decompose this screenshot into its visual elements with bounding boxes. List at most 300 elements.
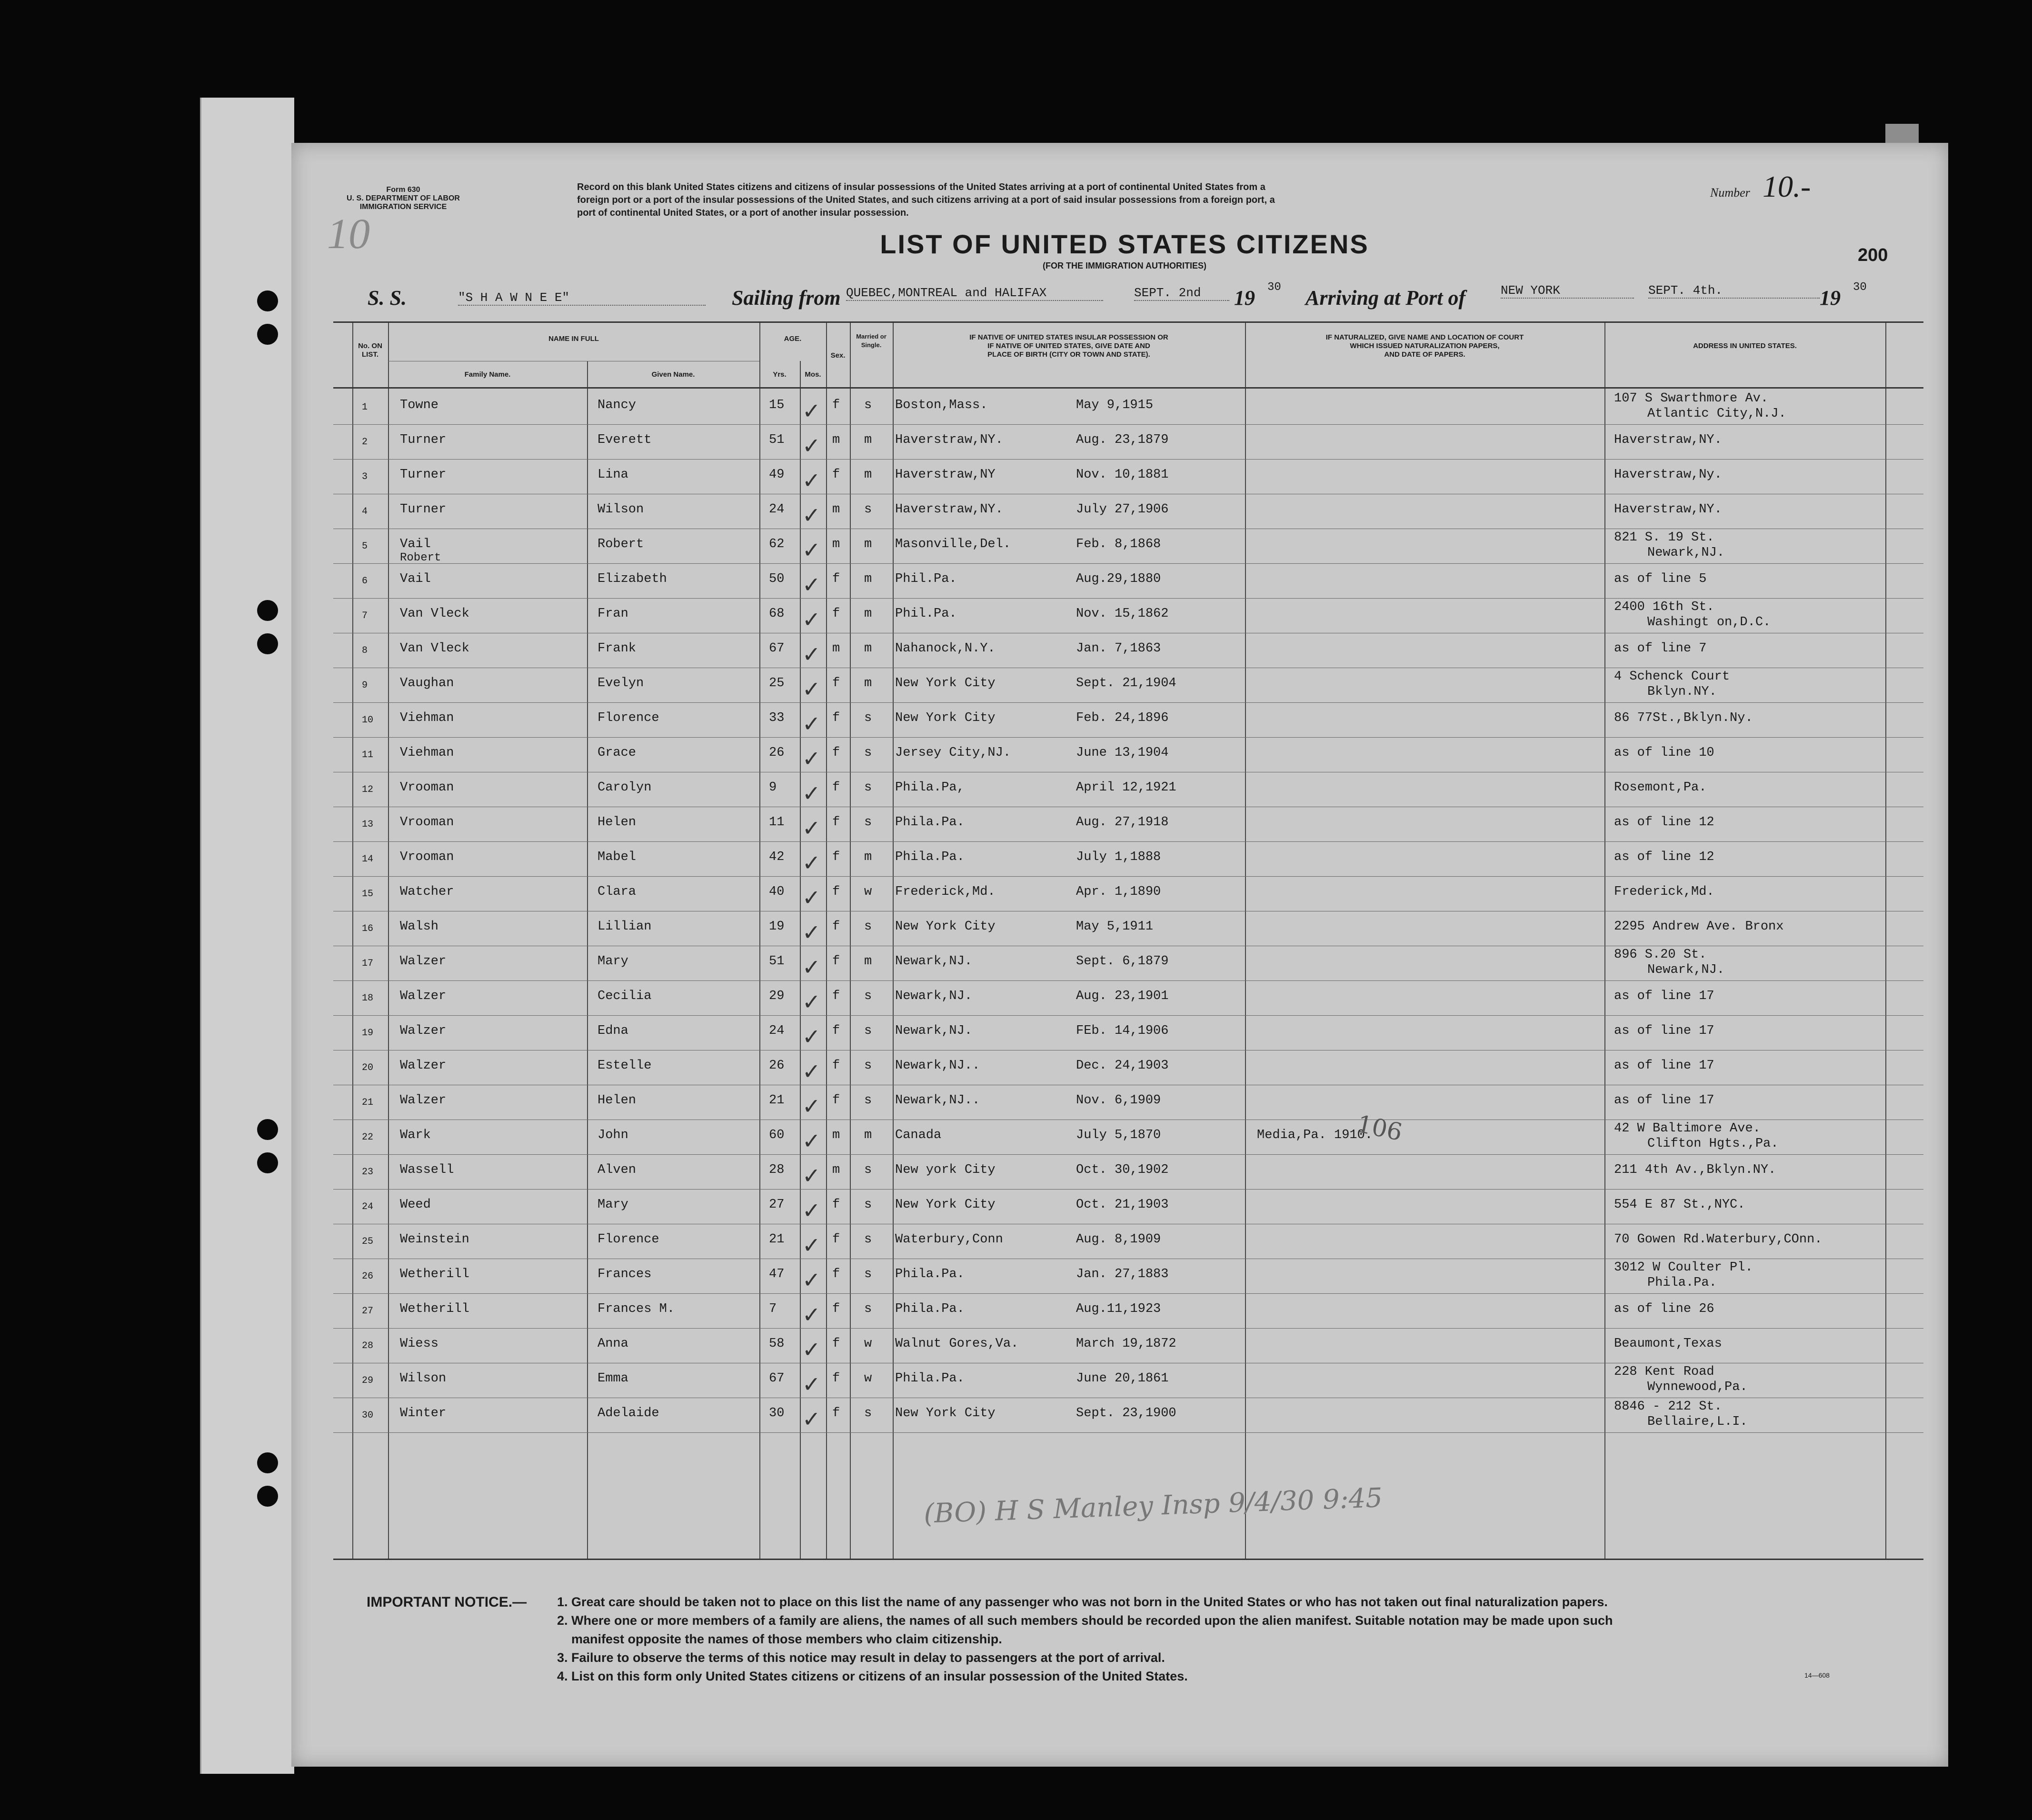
cell-family-name: Wetherill [400,1267,469,1281]
cell-birth-date: Sept. 23,1900 [1076,1406,1176,1420]
cell-birth-date: July 1,1888 [1076,850,1161,864]
cell-no: 18 [362,993,374,1004]
cell-address: Haverstraw,NY. [1614,502,1722,517]
cell-no: 19 [362,1028,374,1039]
cell-marital-status: s [864,1024,872,1038]
cell-sex: f [832,920,840,934]
cell-family-name: Wetherill [400,1302,469,1316]
cell-birth-place: Newark,NJ. [895,989,973,1003]
check-mark-icon: ✓ [802,1128,821,1154]
cell-address-line-2: Newark,NJ. [1647,546,1725,560]
cell-birth-place: Phila.Pa. [895,815,965,830]
col-header-given: Given Name. [651,370,695,379]
passenger-table [333,321,1923,1560]
cell-age: 27 [769,1198,785,1212]
notice-item-1: 1. Great care should be taken not to place on this list the name of any passenger who was not born in the United States or who has not taken out final naturalization papers. [557,1595,1608,1609]
inspector-signature: (BO) H S Manley Insp 9/4/30 9:45 [923,1482,1383,1530]
col-header-married: Married or Single. [856,333,887,349]
cell-given-name: Carolyn [598,780,652,795]
cell-birth-date: Nov. 15,1862 [1076,607,1169,621]
cell-marital-status: s [864,920,872,934]
nat-header-line: AND DATE OF PAPERS. [1384,350,1465,359]
cell-no: 9 [362,680,368,691]
check-mark-icon: ✓ [802,1371,821,1397]
cell-marital-status: s [864,1406,872,1420]
cell-no: 17 [362,958,374,969]
cell-birth-place: Phil.Pa. [895,572,957,586]
cell-no: 27 [362,1306,374,1317]
cell-naturalization: Media,Pa. 1910. [1257,1128,1373,1142]
cell-address: 228 Kent Road [1614,1365,1714,1379]
cell-sex: f [832,1406,840,1420]
cell-age: 40 [769,885,785,899]
cell-family-name: Towne [400,398,439,412]
cell-family-name: Vrooman [400,850,454,864]
cell-birth-place: Haverstraw,NY. [895,502,1003,517]
check-mark-icon: ✓ [802,607,821,632]
table-row [333,529,1923,563]
check-mark-icon: ✓ [802,676,821,702]
cell-no: 12 [362,784,374,795]
cell-family-name: Vail [400,572,431,586]
cell-marital-status: s [864,1163,872,1177]
check-mark-icon: ✓ [802,572,821,598]
check-mark-icon: ✓ [802,1163,821,1189]
cell-sex: f [832,746,840,760]
cell-birth-date: Aug. 23,1901 [1076,989,1169,1003]
margin-handwritten-note: 10 [327,210,370,258]
cell-no: 16 [362,923,374,934]
cell-given-name: Everett [598,433,652,447]
cell-no: 26 [362,1271,374,1282]
col-header-age: AGE. [784,335,802,343]
col-header-naturalized [1245,333,1604,359]
cell-given-name: Anna [598,1337,628,1351]
form-header [325,186,482,211]
cell-marital-status: m [864,433,872,447]
table-row [333,807,1923,841]
check-mark-icon: ✓ [802,711,821,737]
sailing-year: 30 [1267,281,1281,294]
cell-given-name: Lillian [598,920,652,934]
cell-address: as of line 17 [1614,989,1714,1003]
punch-hole [257,1119,278,1140]
cell-no: 3 [362,471,368,482]
cell-birth-place: New York City [895,711,996,725]
cell-birth-place: Walnut Gores,Va. [895,1337,1019,1351]
check-mark-icon: ✓ [802,1302,821,1328]
cell-given-name: Cecilia [598,989,652,1003]
cell-given-name: Helen [598,815,637,830]
cell-address-line-2: Wynnewood,Pa. [1647,1380,1748,1394]
cell-sex: f [832,850,840,864]
arrival-year-prefix: 19 [1820,286,1841,310]
cell-no: 20 [362,1062,374,1073]
stamp-number: 106 [1355,1110,1405,1147]
cell-address: Haverstraw,Ny. [1614,468,1722,482]
table-row [333,598,1923,632]
cell-birth-place: Haverstraw,NY. [895,433,1003,447]
table-row [333,668,1923,702]
col-header-sex: Sex. [830,351,846,360]
cell-sex: f [832,468,840,482]
cell-birth-place: Masonville,Del. [895,537,1011,551]
cell-address: 4 Schenck Court [1614,670,1730,684]
cell-no: 21 [362,1097,374,1108]
cell-family-name-overtyped: Robert [400,551,441,564]
cell-birth-date: Oct. 21,1903 [1076,1198,1169,1212]
cell-birth-date: Jan. 7,1863 [1076,641,1161,656]
cell-birth-place: Phila.Pa. [895,1267,965,1281]
cell-sex: f [832,1059,840,1073]
check-mark-icon: ✓ [802,920,821,945]
table-row [333,563,1923,598]
cell-given-name: Adelaide [598,1406,659,1420]
number-value: 10.- [1763,170,1811,203]
arrival-date: SEPT. 4th. [1648,283,1820,299]
birth-header-line: PLACE OF BIRTH (CITY OR TOWN AND STATE). [987,350,1150,359]
check-mark-icon: ✓ [802,537,821,563]
form-number: Form 630 [386,186,420,194]
cell-no: 1 [362,402,368,413]
check-mark-icon: ✓ [802,433,821,459]
cell-given-name: John [598,1128,628,1142]
cell-address: 2400 16th St. [1614,600,1714,614]
cell-family-name: Walzer [400,1059,447,1073]
cell-age: 29 [769,989,785,1003]
check-mark-icon: ✓ [802,780,821,806]
cell-no: 15 [362,889,374,900]
cell-birth-date: July 27,1906 [1076,502,1169,517]
cell-sex: f [832,1232,840,1247]
cell-birth-date: Nov. 10,1881 [1076,468,1169,482]
cell-marital-status: m [864,676,872,690]
record-line-1: Record on this blank United States citizens and citizens of insular possessions of the United States arriving at a port of continental United States from a [577,182,1265,192]
col-header-name: NAME IN FULL [548,335,599,343]
check-mark-icon: ✓ [802,885,821,910]
cell-given-name: Wilson [598,502,644,517]
cell-given-name: Elizabeth [598,572,667,586]
cell-birth-place: New York City [895,676,996,690]
cell-age: 60 [769,1128,785,1142]
birth-header-line: IF NATIVE OF UNITED STATES INSULAR POSSESSION OR [969,333,1168,341]
cell-marital-status: m [864,1128,872,1142]
cell-birth-place: Newark,NJ. [895,1024,973,1038]
check-mark-icon: ✓ [802,746,821,771]
check-mark-icon: ✓ [802,954,821,980]
cell-age: 15 [769,398,785,412]
cell-given-name: Frank [598,641,637,656]
table-row [333,980,1923,1015]
cell-address: as of line 12 [1614,815,1714,830]
check-mark-icon: ✓ [802,1337,821,1362]
punch-hole [257,290,278,311]
cell-birth-date: June 13,1904 [1076,746,1169,760]
cell-age: 26 [769,746,785,760]
check-mark-icon: ✓ [802,1024,821,1050]
cell-address: 211 4th Av.,Bklyn.NY. [1614,1163,1776,1177]
cell-no: 24 [362,1201,374,1212]
cell-age: 62 [769,537,785,551]
check-mark-icon: ✓ [802,1267,821,1293]
cell-no: 28 [362,1340,374,1351]
cell-no: 8 [362,645,368,656]
nat-header-line: WHICH ISSUED NATURALIZATION PAPERS, [1350,342,1500,350]
cell-given-name: Mabel [598,850,637,864]
cell-birth-place: Nahanock,N.Y. [895,641,996,656]
cell-age: 9 [769,780,777,795]
cell-sex: f [832,1198,840,1212]
cell-sex: m [832,502,840,517]
cell-given-name: Grace [598,746,637,760]
cell-no: 11 [362,750,374,760]
cell-birth-date: Sept. 21,1904 [1076,676,1176,690]
page-subtitle: (FOR THE IMMIGRATION AUTHORITIES) [1043,261,1206,270]
cell-sex: f [832,1371,840,1386]
cell-marital-status: m [864,641,872,656]
cell-marital-status: w [864,1371,872,1386]
sheet-page-number: 200 [1858,245,1888,265]
cell-age: 28 [769,1163,785,1177]
cell-birth-place: Waterbury,Conn [895,1232,1003,1247]
cell-birth-place: Frederick,Md. [895,885,996,899]
service-name: IMMIGRATION SERVICE [359,203,447,211]
cell-marital-status: s [864,780,872,795]
cell-address: 70 Gowen Rd.Waterbury,COnn. [1614,1232,1823,1247]
cell-address: as of line 17 [1614,1093,1714,1108]
cell-sex: f [832,989,840,1003]
cell-family-name: Vail [400,537,431,551]
cell-no: 4 [362,506,368,517]
cell-age: 24 [769,502,785,517]
cell-marital-status: s [864,1198,872,1212]
cell-birth-date: Aug.11,1923 [1076,1302,1161,1316]
col-header-no: No. ON LIST. [358,342,382,359]
cell-birth-date: July 5,1870 [1076,1128,1161,1142]
cell-given-name: Edna [598,1024,628,1038]
cell-address: 554 E 87 St.,NYC. [1614,1198,1745,1212]
cell-birth-place: Haverstraw,NY [895,468,996,482]
cell-family-name: Walzer [400,1024,447,1038]
cell-age: 42 [769,850,785,864]
punch-hole [257,1152,278,1173]
cell-marital-status: s [864,711,872,725]
cell-age: 21 [769,1232,785,1247]
cell-birth-place: Newark,NJ.. [895,1093,980,1108]
table-row [333,1015,1923,1050]
cell-address: Frederick,Md. [1614,885,1714,899]
cell-no: 29 [362,1375,374,1386]
cell-sex: f [832,572,840,586]
cell-marital-status: w [864,885,872,899]
punch-hole [257,1452,278,1473]
cell-marital-status: s [864,989,872,1003]
cell-given-name: Mary [598,1198,628,1212]
check-mark-icon: ✓ [802,1406,821,1432]
cell-address: 896 S.20 St. [1614,948,1707,962]
cell-sex: m [832,433,840,447]
table-row [333,633,1923,667]
cell-marital-status: s [864,1267,872,1281]
cell-age: 19 [769,920,785,934]
col-header-birth [893,333,1245,359]
cell-birth-date: Apr. 1,1890 [1076,885,1161,899]
cell-marital-status: s [864,746,872,760]
check-mark-icon: ✓ [802,1059,821,1084]
cell-age: 25 [769,676,785,690]
cell-given-name: Frances M. [598,1302,675,1316]
cell-birth-date: Aug. 23,1879 [1076,433,1169,447]
cell-address-line-2: Bellaire,L.I. [1647,1415,1748,1429]
col-header-family: Family Name. [464,370,511,379]
cell-address: 8846 - 212 St. [1614,1400,1722,1414]
binding-strip [200,98,294,1774]
cell-given-name: Florence [598,1232,659,1247]
cell-marital-status: m [864,537,872,551]
cell-family-name: Vaughan [400,676,454,690]
cell-birth-date: Oct. 30,1902 [1076,1163,1169,1177]
cell-sex: m [832,1128,840,1142]
cell-given-name: Evelyn [598,676,644,690]
notice-item-3: 3. Failure to observe the terms of this notice may result in delay to passengers at the port of arrival. [557,1650,1165,1665]
cell-given-name: Fran [598,607,628,621]
cell-marital-status: s [864,815,872,830]
cell-no: 14 [362,854,374,865]
cell-family-name: Walsh [400,920,439,934]
ss-label: S. S. [368,286,407,310]
cell-marital-status: m [864,572,872,586]
cell-given-name: Mary [598,954,628,969]
cell-sex: f [832,780,840,795]
cell-family-name: Walzer [400,989,447,1003]
cell-age: 50 [769,572,785,586]
cell-family-name: Winter [400,1406,447,1420]
table-row [333,1398,1923,1432]
arrival-port: NEW YORK [1501,283,1634,299]
cell-family-name: Weed [400,1198,431,1212]
table-row [333,946,1923,980]
cell-birth-date: Sept. 6,1879 [1076,954,1169,969]
cell-age: 51 [769,433,785,447]
cell-no: 10 [362,715,374,726]
table-row [333,494,1923,528]
cell-given-name: Helen [598,1093,637,1108]
cell-given-name: Emma [598,1371,628,1386]
cell-family-name: Turner [400,468,447,482]
cell-sex: f [832,815,840,830]
col-header-mos: Mos. [805,370,821,379]
col-header-address: ADDRESS IN UNITED STATES. [1693,342,1797,350]
cell-birth-place: New York City [895,920,996,934]
cell-given-name: Alven [598,1163,637,1177]
cell-birth-date: May 9,1915 [1076,398,1154,412]
table-row [333,772,1923,806]
table-row [333,459,1923,493]
cell-marital-status: m [864,468,872,482]
cell-birth-date: Feb. 8,1868 [1076,537,1161,551]
cell-address-line-2: Clifton Hgts.,Pa. [1647,1137,1779,1151]
departure-ports: QUEBEC,MONTREAL and HALIFAX [846,286,1103,301]
cell-birth-place: Newark,NJ. [895,954,973,969]
check-mark-icon: ✓ [802,989,821,1015]
cell-address: 86 77St.,Bklyn.Ny. [1614,711,1753,725]
cell-marital-status: s [864,1093,872,1108]
cell-birth-date: Dec. 24,1903 [1076,1059,1169,1073]
cell-birth-place: Jersey City,NJ. [895,746,1011,760]
table-row [333,876,1923,910]
cell-birth-date: Aug. 8,1909 [1076,1232,1161,1247]
cell-birth-place: Boston,Mass. [895,398,988,412]
cell-no: 22 [362,1132,374,1143]
cell-age: 30 [769,1406,785,1420]
check-mark-icon: ✓ [802,850,821,876]
arriving-label: Arriving at Port of [1305,286,1466,310]
cell-no: 30 [362,1410,374,1421]
cell-no: 23 [362,1167,374,1178]
cell-given-name: Florence [598,711,659,725]
check-mark-icon: ✓ [802,1093,821,1119]
cell-address: 107 S Swarthmore Av. [1614,391,1769,406]
cell-address: 2295 Andrew Ave. Bronx [1614,920,1784,934]
cell-age: 21 [769,1093,785,1108]
cell-age: 47 [769,1267,785,1281]
cell-birth-date: FEb. 14,1906 [1076,1024,1169,1038]
table-row [333,911,1923,945]
check-mark-icon: ✓ [802,468,821,493]
birth-header-line: IF NATIVE OF UNITED STATES, GIVE DATE AND [987,342,1150,350]
table-row [333,1224,1923,1258]
cell-family-name: Watcher [400,885,454,899]
cell-sex: f [832,1093,840,1108]
cell-birth-place: Newark,NJ.. [895,1059,980,1073]
cell-age: 49 [769,468,785,482]
table-row [333,1259,1923,1293]
cell-birth-date: June 20,1861 [1076,1371,1169,1386]
table-row [333,1328,1923,1362]
cell-no: 25 [362,1236,374,1247]
table-row [333,390,1923,424]
cell-address: Beaumont,Texas [1614,1337,1722,1351]
cell-sex: f [832,398,840,412]
cell-family-name: Weinstein [400,1232,469,1247]
check-mark-icon: ✓ [802,1232,821,1258]
arrival-year: 30 [1853,281,1867,294]
cell-family-name: Turner [400,433,447,447]
cell-sex: m [832,641,840,656]
department-name: U. S. DEPARTMENT OF LABOR [347,194,460,202]
row-rule [333,1432,1923,1433]
cell-marital-status: s [864,1232,872,1247]
cell-address: as of line 7 [1614,641,1707,656]
cell-birth-place: Phila.Pa, [895,780,965,795]
cell-sex: f [832,711,840,725]
cell-marital-status: m [864,850,872,864]
cell-sex: m [832,537,840,551]
table-row [333,1363,1923,1397]
record-instructions [577,181,1644,220]
cell-birth-date: Nov. 6,1909 [1076,1093,1161,1108]
cell-given-name: Nancy [598,398,637,412]
cell-age: 51 [769,954,785,969]
cell-sex: m [832,1163,840,1177]
cell-address: as of line 17 [1614,1024,1714,1038]
cell-address-line-2: Atlantic City,N.J. [1647,407,1786,421]
cell-address: 42 W Baltimore Ave. [1614,1121,1761,1136]
cell-age: 33 [769,711,785,725]
table-row [333,1293,1923,1328]
cell-family-name: Wark [400,1128,431,1142]
sailing-year-prefix: 19 [1234,286,1255,310]
